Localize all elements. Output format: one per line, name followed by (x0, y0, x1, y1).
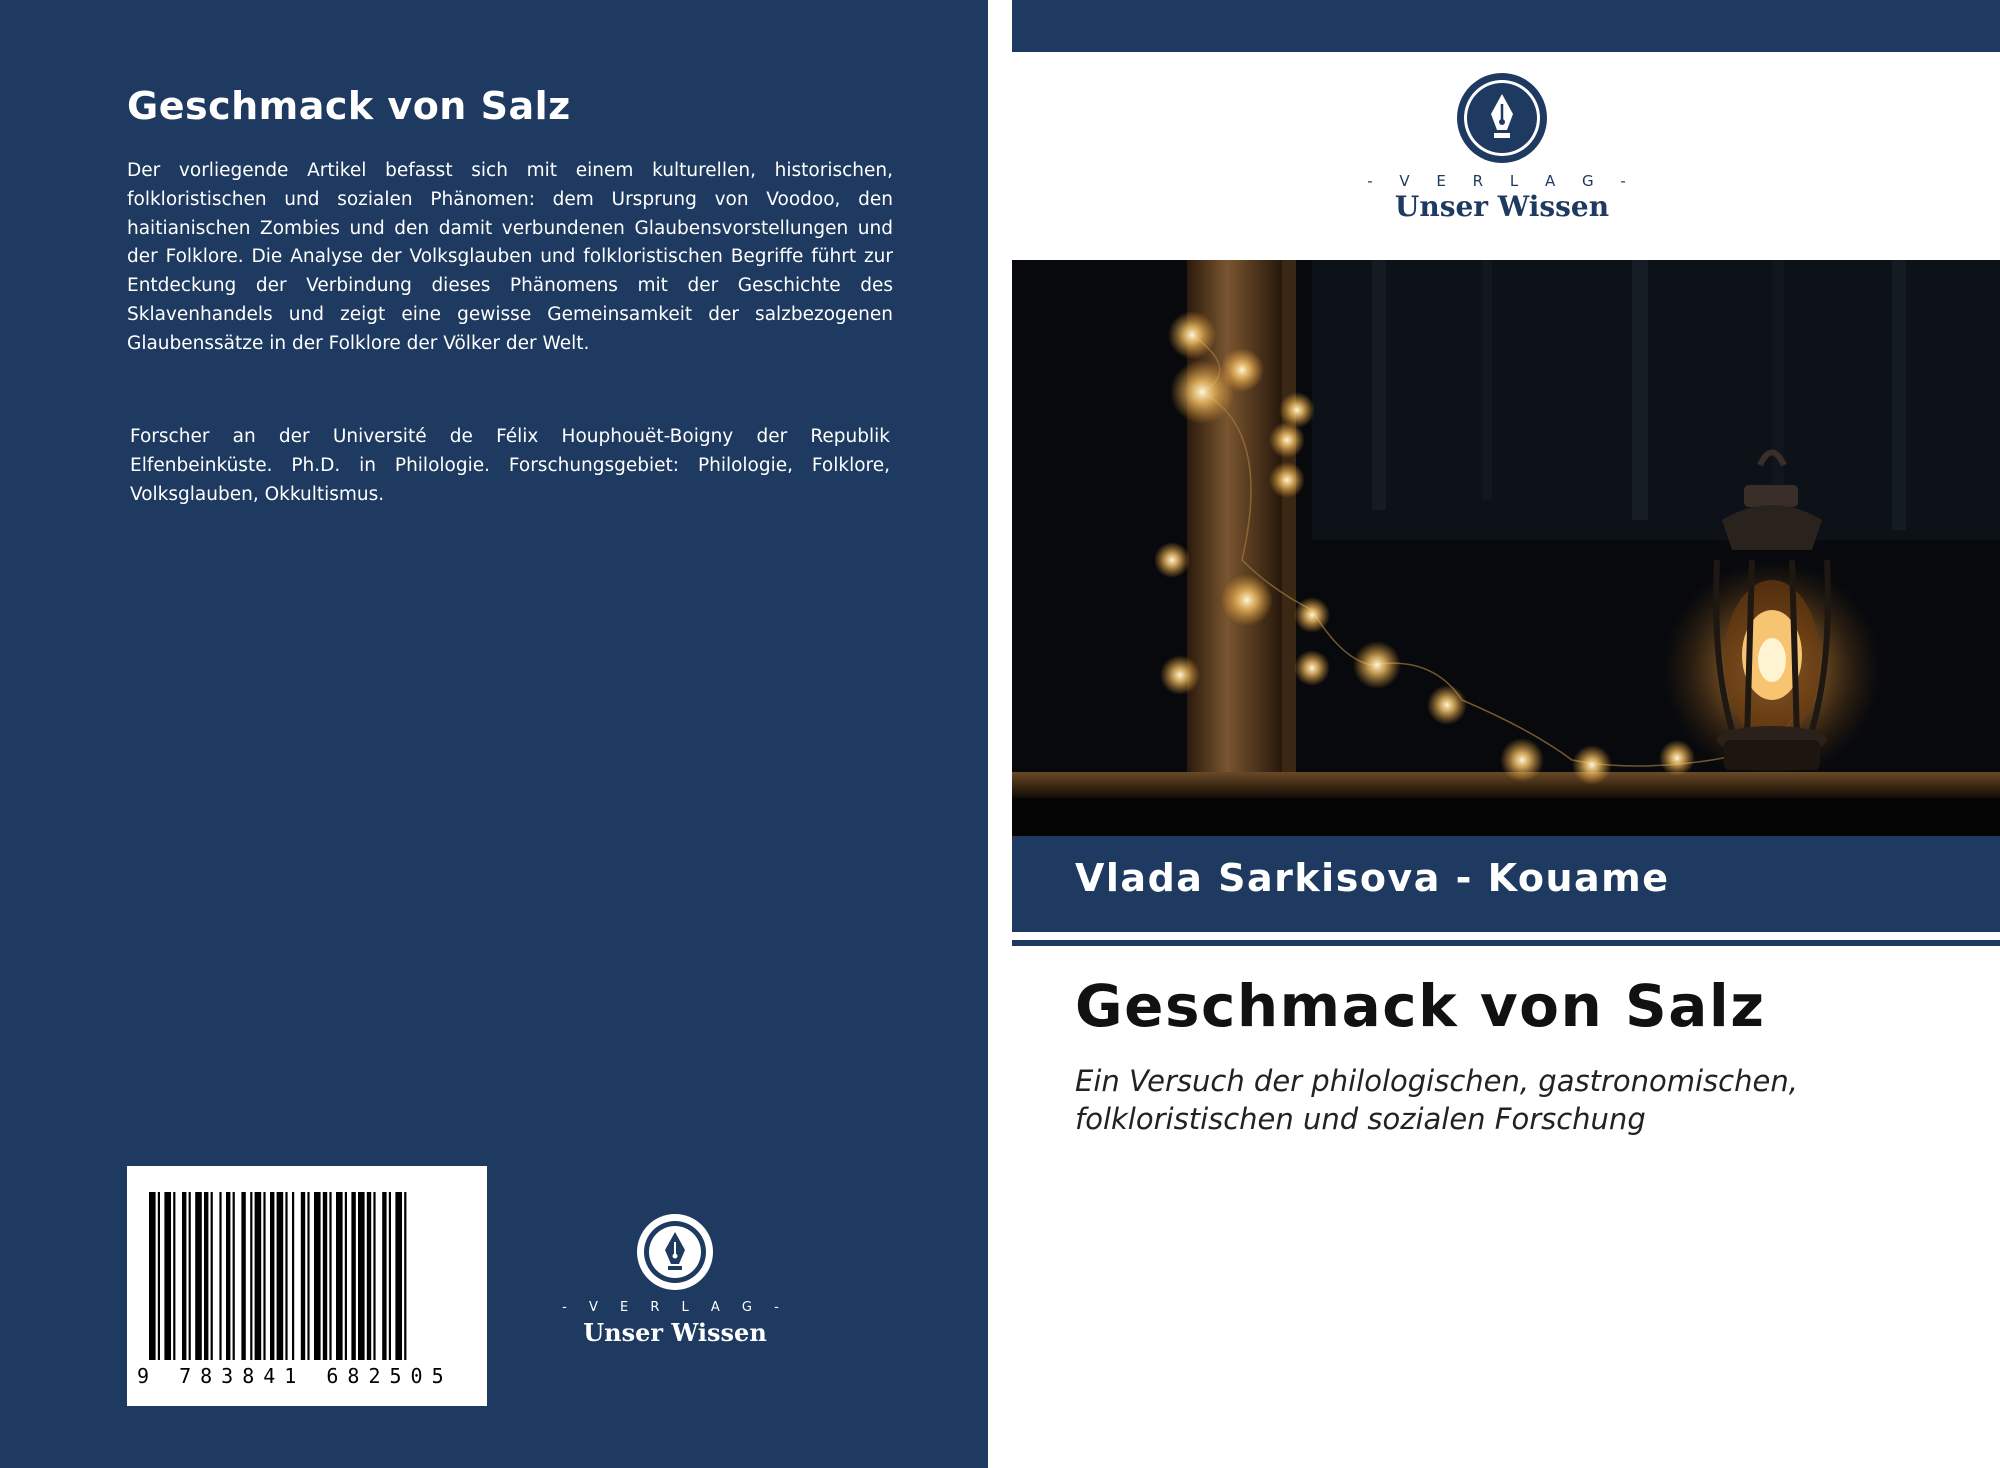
barcode-bar (382, 1192, 386, 1360)
barcode-bar (204, 1192, 208, 1360)
front-cover-subtitle: Ein Versuch der philologischen, gastronomischen, folkloristischen und sozialen Forschung (1075, 1064, 1798, 1136)
back-publisher-verlag: - V E R L A G - (562, 1300, 788, 1315)
isbn-digits: 9 783841 682505 (137, 1364, 453, 1388)
barcode-bar (336, 1192, 343, 1360)
barcode-bar (233, 1192, 235, 1360)
back-cover-title: Geschmack von Salz (127, 84, 571, 128)
barcode-bar (270, 1192, 274, 1360)
barcode-bar (358, 1192, 365, 1360)
barcode-bar (189, 1192, 191, 1360)
author-bio: Forscher an der Université de Félix Houphouët-Boigny der Republik Elfenbeinküste. Ph.D. in Philologie. Forschungsgebiet: Philologie, Folklore, Volksglauben, Okkultismus. (130, 426, 890, 505)
barcode-bar (149, 1192, 156, 1360)
barcode-bar (301, 1192, 305, 1360)
barcode-bar (226, 1192, 230, 1360)
back-publisher-logo (560, 1212, 790, 1352)
front-top-bar (1012, 0, 2000, 52)
barcode-bar (285, 1192, 287, 1360)
divider-rule (1012, 940, 2000, 946)
barcode-bar (389, 1192, 391, 1360)
barcode-bar (277, 1192, 284, 1360)
back-publisher-name: Unser Wissen (583, 1318, 767, 1347)
barcode-bar (373, 1192, 375, 1360)
barcode-bar (173, 1192, 175, 1360)
back-cover (0, 0, 988, 1468)
barcode-bar (395, 1192, 402, 1360)
barcode-bar (323, 1192, 327, 1360)
front-cover-title: Geschmack von Salz (1075, 972, 1766, 1040)
barcode-bar (351, 1192, 355, 1360)
barcode-bar (404, 1192, 406, 1360)
barcode-bar (211, 1192, 213, 1360)
front-cover (1012, 0, 2000, 1468)
cover-photo-lantern-fairy-lights (1012, 260, 2000, 836)
barcode-bar (307, 1192, 309, 1360)
barcode-bar (255, 1192, 262, 1360)
front-publisher-verlag: - V E R L A G - (1367, 172, 1637, 190)
barcode-bar (329, 1192, 331, 1360)
fountain-pen-nib-icon (635, 1212, 715, 1292)
isbn-barcode (127, 1166, 487, 1406)
front-publisher-logo (1352, 72, 1652, 222)
barcode-bar (164, 1192, 171, 1360)
barcode-bar (158, 1192, 160, 1360)
author-name: Vlada Sarkisova - Kouame (1075, 856, 1670, 900)
barcode-bar (314, 1192, 321, 1360)
spine (988, 0, 1012, 1468)
barcode-bar (345, 1192, 347, 1360)
barcode-bar (367, 1192, 371, 1360)
barcode-bar (292, 1192, 294, 1360)
barcode-bar (241, 1192, 245, 1360)
barcode-bar (195, 1192, 202, 1360)
author-band (1012, 836, 2000, 932)
front-publisher-name: Unser Wissen (1394, 190, 1610, 223)
fountain-pen-nib-icon (1456, 72, 1548, 164)
barcode-bar (219, 1192, 221, 1360)
barcode-bar (250, 1192, 252, 1360)
back-cover-abstract: Der vorliegende Artikel befasst sich mit einem kulturellen, historischen, folkloristischen und sozialen Phänomen: dem Ursprung von Voodoo, den haitianischen Zombies und den damit verbundenen Glaubensvorstellungen und der Folklore. Die Analyse der Volksglauben und folkloristischen Begriffe führt zur Entdeckung der Verbindung dieses Phänomens mit der Geschichte des Sklavenhandels und zeigt eine gewisse Gemeinsamkeit der salzbezogenen Glaubenssätze in der Folklore der Völker der Welt. (127, 160, 893, 354)
barcode-bar (182, 1192, 186, 1360)
barcode-bar (263, 1192, 265, 1360)
